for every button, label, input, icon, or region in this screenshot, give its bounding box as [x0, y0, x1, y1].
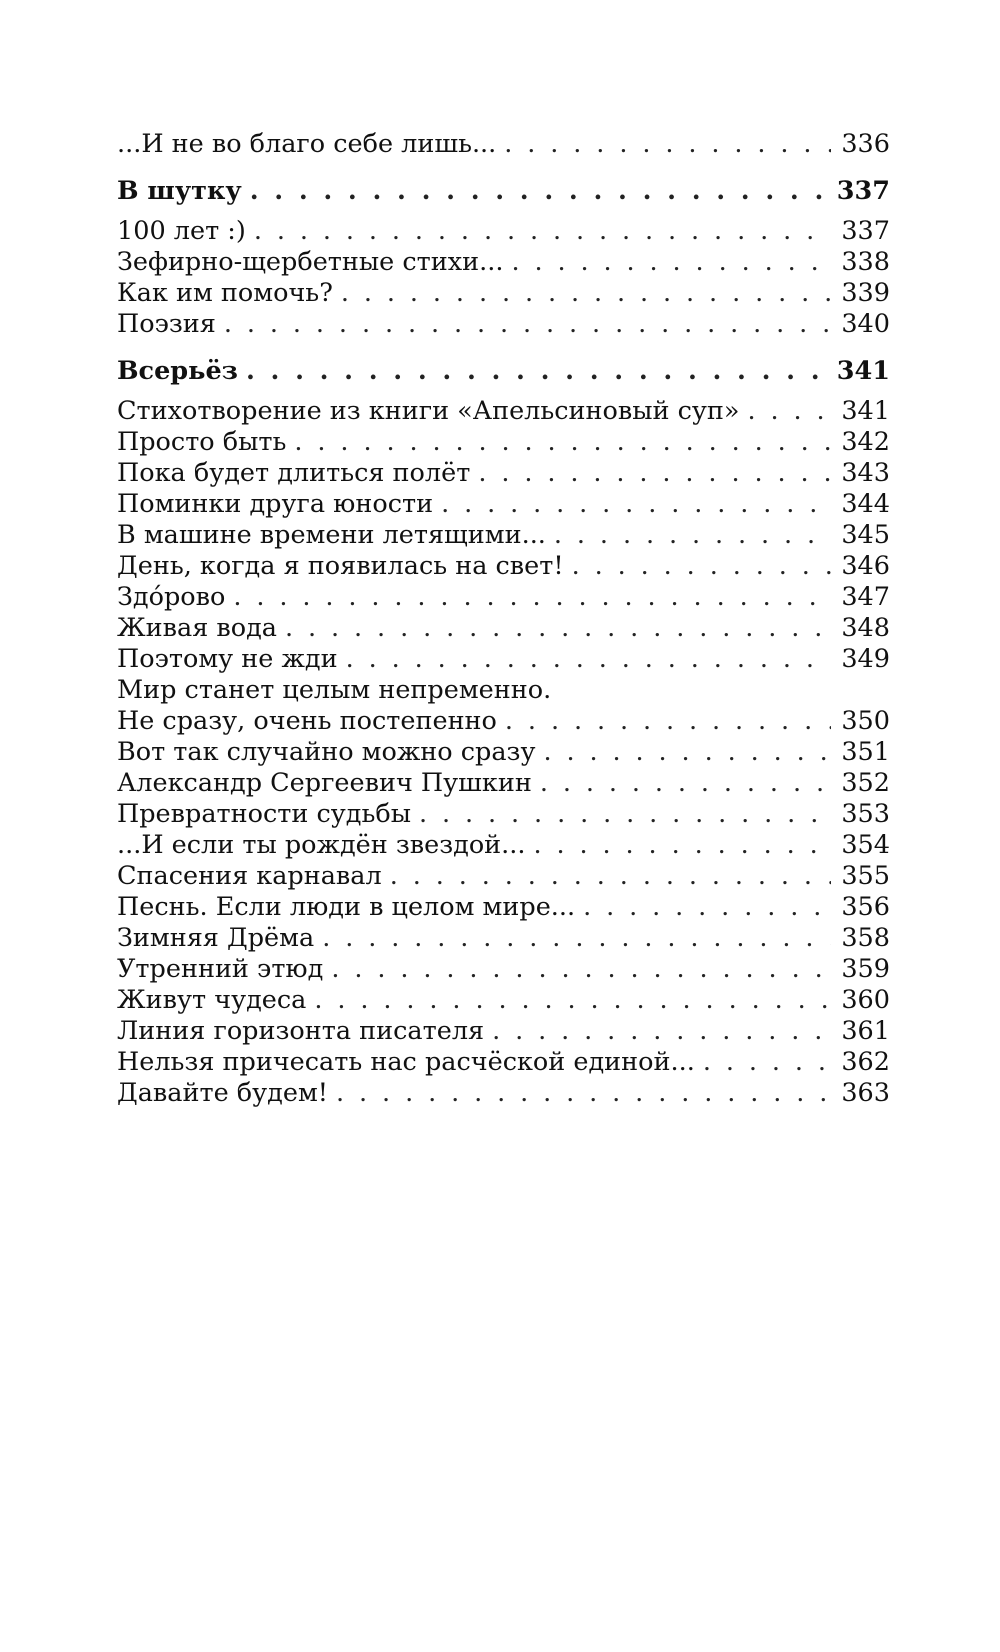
toc-entry[interactable] [117, 767, 890, 799]
dot-leader [294, 426, 831, 458]
toc-entry[interactable] [117, 860, 890, 892]
toc-entry[interactable] [117, 550, 890, 582]
entry-page-number: 356 [841, 892, 890, 922]
toc-entry[interactable] [117, 643, 890, 675]
toc-entry[interactable] [117, 736, 890, 768]
entry-page-number: 341 [841, 396, 890, 426]
entry-title: Линия горизонта писателя [117, 1016, 485, 1046]
entry-page-number: 336 [841, 129, 890, 159]
toc-entry[interactable] [117, 612, 890, 644]
toc-entry[interactable] [117, 581, 890, 613]
dot-leader [346, 643, 832, 675]
entry-title: 100 лет :) [117, 216, 246, 246]
toc-entry[interactable] [117, 829, 890, 861]
dot-leader [246, 355, 827, 387]
dot-leader [390, 860, 832, 892]
entry-title: Как им помочь? [117, 278, 333, 308]
toc-entry[interactable] [117, 215, 890, 247]
entry-page-number: 343 [841, 458, 890, 488]
entry-page-number: 363 [841, 1078, 890, 1108]
dot-leader [534, 829, 832, 861]
toc-entry[interactable] [117, 277, 890, 309]
entry-page-number: 337 [836, 176, 890, 206]
entry-title: Утренний этюд [117, 954, 324, 984]
toc-entry[interactable] [117, 395, 890, 427]
entry-title: ...И если ты рождён звездой... [117, 830, 526, 860]
entry-title: Спасения карнавал [117, 861, 382, 891]
toc-entry[interactable] [117, 922, 890, 954]
entry-title: Зефирно-щербетные стихи... [117, 247, 504, 277]
toc-entry-continued-title[interactable] [117, 674, 890, 706]
entry-title: Вот так случайно можно сразу [117, 737, 536, 767]
dot-leader [441, 488, 831, 520]
toc-section-heading[interactable] [117, 355, 890, 387]
entry-title: В шутку [117, 176, 242, 206]
entry-title: Александр Сергеевич Пушкин [117, 768, 532, 798]
dot-leader [583, 891, 831, 923]
entry-title: Не сразу, очень постепенно [117, 706, 497, 736]
entry-page-number: 359 [841, 954, 890, 984]
entry-page-number: 361 [841, 1016, 890, 1046]
entry-page-number: 339 [841, 278, 890, 308]
entry-page-number: 354 [841, 830, 890, 860]
entry-title: Просто быть [117, 427, 287, 457]
entry-title: Давайте будем! [117, 1078, 329, 1108]
toc-entry[interactable] [117, 488, 890, 520]
entry-title: ...И не во благо себе лишь... [117, 129, 497, 159]
entry-title: Превратности судьбы [117, 799, 411, 829]
entry-title: Живая вода [117, 613, 278, 643]
dot-leader [478, 457, 831, 489]
dot-leader [314, 984, 831, 1016]
entry-page-number: 346 [841, 551, 890, 581]
toc-section-heading[interactable] [117, 175, 890, 207]
dot-leader [250, 175, 827, 207]
entry-title: Поминки друга юности [117, 489, 434, 519]
toc-entry[interactable] [117, 1077, 890, 1109]
dot-leader [254, 215, 832, 247]
dot-leader [543, 736, 831, 768]
toc-entry[interactable] [117, 128, 890, 160]
entry-title: Всерьёз [117, 356, 238, 386]
entry-page-number: 348 [841, 613, 890, 643]
toc-entry[interactable] [117, 953, 890, 985]
entry-page-number: 351 [841, 737, 890, 767]
entry-page-number: 344 [841, 489, 890, 519]
dot-leader [224, 308, 831, 340]
entry-page-number: 362 [841, 1047, 890, 1077]
entry-title: Мир станет целым непременно. [117, 675, 552, 705]
entry-page-number: 345 [841, 520, 890, 550]
entry-title: Стихотворение из книги «Апельсиновый суп» [117, 396, 740, 426]
toc-entry[interactable] [117, 705, 890, 737]
dot-leader [748, 395, 832, 427]
toc-entry[interactable] [117, 984, 890, 1016]
entry-title: Зимняя Дрёма [117, 923, 315, 953]
dot-leader [322, 922, 831, 954]
entry-page-number: 349 [841, 644, 890, 674]
dot-leader [504, 128, 831, 160]
entry-page-number: 353 [841, 799, 890, 829]
dot-leader [572, 550, 832, 582]
dot-leader [703, 1046, 832, 1078]
entry-page-number: 352 [841, 768, 890, 798]
entry-title: Нельзя причесать нас расчёской единой... [117, 1047, 695, 1077]
dot-leader [341, 277, 831, 309]
dot-leader [540, 767, 832, 799]
toc-entry[interactable] [117, 308, 890, 340]
entry-page-number: 347 [841, 582, 890, 612]
entry-page-number: 355 [841, 861, 890, 891]
entry-page-number: 358 [841, 923, 890, 953]
entry-title: В машине времени летящими... [117, 520, 546, 550]
entry-page-number: 341 [836, 356, 890, 386]
entry-page-number: 342 [841, 427, 890, 457]
entry-page-number: 338 [841, 247, 890, 277]
toc-entry[interactable] [117, 891, 890, 923]
toc-entry[interactable] [117, 798, 890, 830]
entry-title: Здо́рово [117, 582, 226, 612]
dot-leader [331, 953, 831, 985]
entry-page-number: 350 [841, 706, 890, 736]
entry-page-number: 360 [841, 985, 890, 1015]
entry-title: Живут чудеса [117, 985, 307, 1015]
toc-entry[interactable] [117, 1046, 890, 1078]
toc-entry[interactable] [117, 457, 890, 489]
toc-entry[interactable] [117, 1015, 890, 1047]
entry-page-number: 337 [841, 216, 890, 246]
entry-page-number: 340 [841, 309, 890, 339]
toc-entry[interactable] [117, 246, 890, 278]
entry-title: День, когда я появилась на свет! [117, 551, 564, 581]
dot-leader [492, 1015, 831, 1047]
entry-title: Поэзия [117, 309, 216, 339]
entry-title: Поэтому не жди [117, 644, 338, 674]
toc-entry[interactable] [117, 426, 890, 458]
entry-title: Песнь. Если люди в целом мире... [117, 892, 576, 922]
dot-leader [511, 246, 831, 278]
dot-leader [285, 612, 831, 644]
entry-title: Пока будет длиться полёт [117, 458, 471, 488]
toc-entry[interactable] [117, 519, 890, 551]
dot-leader [554, 519, 831, 551]
dot-leader [336, 1077, 831, 1109]
dot-leader [233, 581, 831, 613]
dot-leader [419, 798, 831, 830]
dot-leader [505, 705, 831, 737]
